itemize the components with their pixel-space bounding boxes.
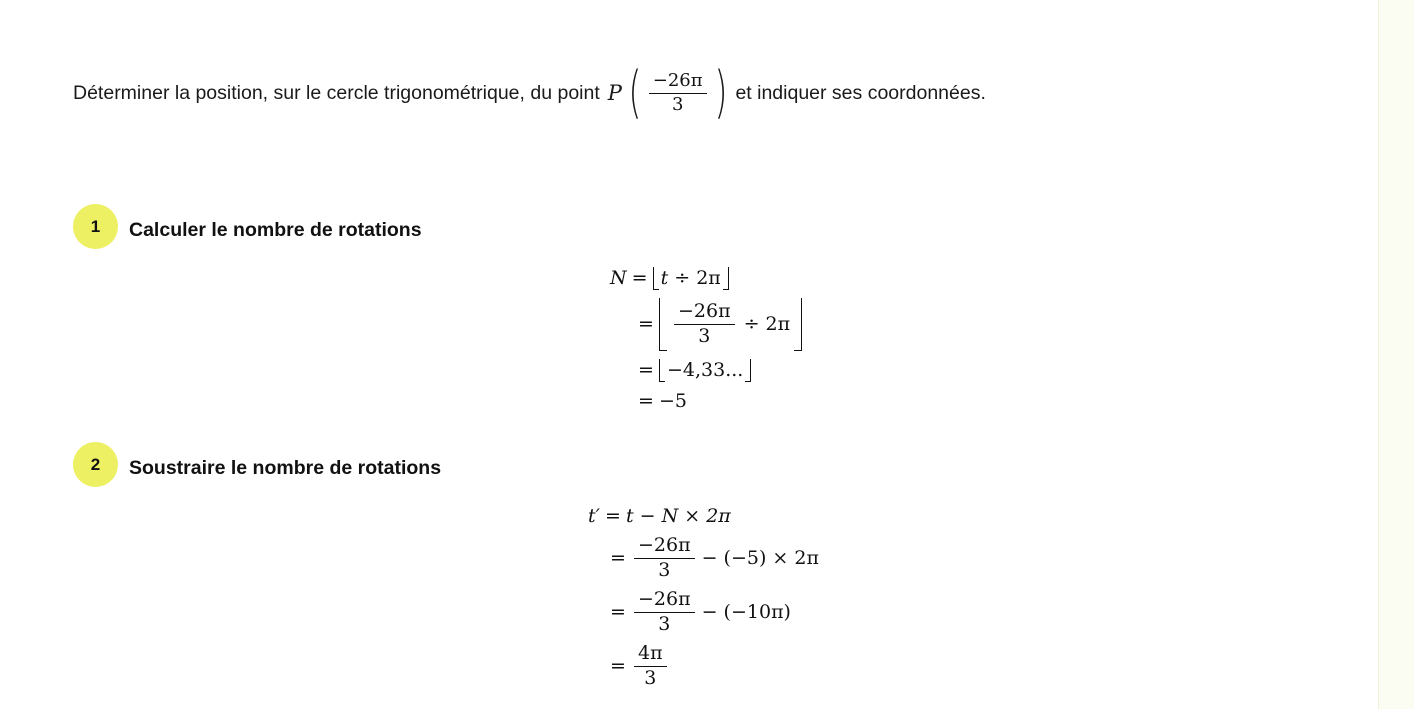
step-1-line-4 (633, 387, 687, 415)
step-2-title: Soustraire le nombre de rotations (129, 457, 442, 479)
big-floor-right (794, 298, 802, 351)
fraction (674, 299, 735, 347)
step-2-badge: 2 (73, 442, 118, 487)
equals-sign: = (610, 601, 626, 623)
floor-right (745, 359, 751, 382)
fraction (634, 587, 695, 635)
point-angle-denominator: 3 (671, 93, 684, 115)
numerator: −26π (678, 299, 731, 322)
left-paren: ( (628, 60, 642, 125)
step-1-line-3 (633, 356, 751, 384)
step-2-line-4 (605, 640, 670, 692)
big-floor-left (659, 298, 667, 351)
fraction (634, 641, 667, 689)
problem-statement (73, 60, 986, 125)
equals-sign: = (638, 359, 654, 381)
two-pi: 2π (696, 267, 721, 289)
denominator: 3 (644, 666, 657, 689)
problem-text-after: et indiquer ses coordonnées. (735, 81, 986, 104)
floor-left (659, 359, 665, 382)
two-pi: 2π (765, 313, 791, 335)
step-1-title: Calculer le nombre de rotations (129, 219, 422, 241)
expression: − (−10π) (701, 601, 791, 623)
problem-text-before: Déterminer la position, sur le cercle trigonométrique, du point (73, 81, 600, 104)
equals-sign: = (604, 505, 621, 527)
expression: t − N × 2π (625, 505, 731, 527)
value: −4,33... (667, 359, 744, 381)
right-paren: ) (713, 60, 728, 125)
step-1-badge: 1 (73, 204, 118, 249)
equals-sign: = (631, 267, 648, 289)
point-angle-numerator: −26π (652, 69, 703, 91)
expression: − (−5) × 2π (701, 547, 819, 569)
denominator: 3 (698, 324, 711, 347)
equals-sign: = (610, 547, 626, 569)
point-angle-fraction (649, 69, 707, 115)
var-t-prime: t′ (588, 505, 600, 527)
floor-left (653, 267, 659, 290)
var-N: N (610, 267, 627, 289)
divide-sign: ÷ (674, 267, 691, 289)
right-side-panel (1378, 0, 1414, 709)
step-2-line-3 (605, 586, 791, 638)
numerator: −26π (638, 533, 691, 556)
step-1-line-2 (633, 296, 802, 352)
step-1-line-1 (610, 264, 729, 292)
floor-right (723, 267, 729, 290)
step-2-line-1 (588, 502, 731, 530)
value: −5 (659, 390, 688, 412)
equals-sign: = (638, 313, 654, 335)
point-letter: P (607, 81, 622, 105)
equals-sign: = (610, 655, 626, 677)
fraction (634, 533, 695, 581)
numerator: 4π (638, 641, 663, 664)
var-t: t (660, 267, 669, 289)
denominator: 3 (658, 558, 671, 581)
denominator: 3 (658, 612, 671, 635)
step-2-line-2 (605, 532, 819, 584)
numerator: −26π (638, 587, 691, 610)
divide-sign: ÷ (743, 313, 760, 335)
equals-sign: = (638, 390, 654, 412)
